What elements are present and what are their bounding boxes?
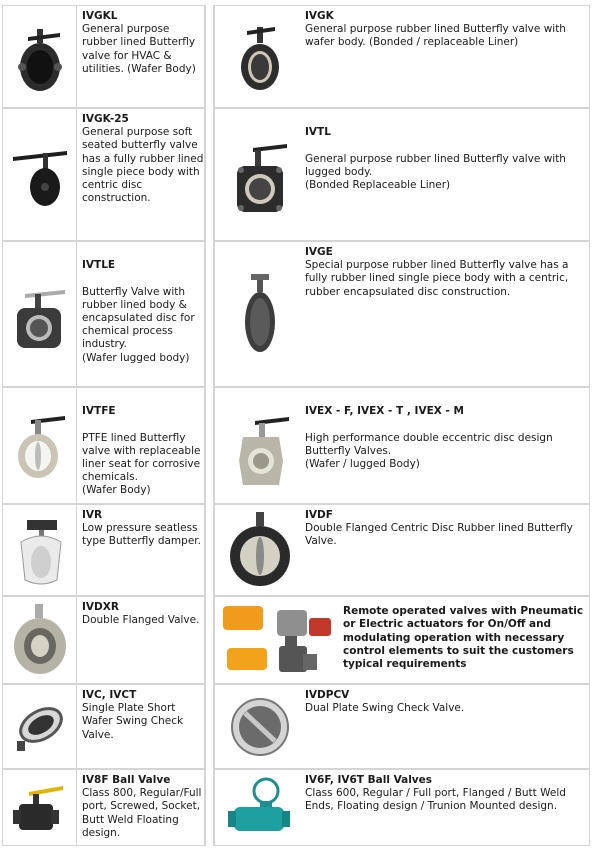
product-text — [82, 113, 206, 205]
product-cell-iv8f — [2, 769, 205, 846]
product-text — [82, 689, 206, 742]
product-code: IVDXR — [82, 601, 119, 613]
product-row — [0, 504, 592, 596]
product-text — [82, 509, 206, 549]
product-cell-ivc — [2, 684, 205, 769]
product-text — [305, 113, 587, 205]
product-text — [305, 509, 587, 549]
product-description: General purpose soft seated butterfly valve has a fully rubber lined single piece body with centric disc construction. — [82, 126, 204, 205]
lugged-butterfly-valve-icon — [215, 109, 305, 240]
column-separator — [205, 769, 214, 846]
product-cell-actuators — [214, 596, 590, 684]
product-cell-ivgkl — [2, 5, 205, 108]
ball-valve-icon — [3, 770, 77, 845]
product-row — [0, 387, 592, 504]
product-code: IVTL — [305, 126, 331, 139]
product-text — [305, 392, 587, 484]
product-code: IVGKL — [82, 10, 118, 22]
column-separator — [205, 684, 214, 769]
product-text — [82, 774, 206, 840]
dual-plate-check-valve-icon — [215, 685, 305, 768]
product-code: IVEX - F, IVEX - T , IVEX - M — [305, 405, 464, 418]
product-code: IVGK — [305, 10, 334, 22]
product-cell-ivgk — [214, 5, 590, 108]
butterfly-damper-icon — [3, 505, 77, 595]
product-cell-ivge — [214, 241, 590, 387]
product-description: General purpose rubber lined Butterfly valve with wafer body. (Bonded / replaceable Liner) — [305, 23, 566, 49]
product-code: IVDPCV — [305, 689, 350, 701]
product-code: IVGK-25 — [82, 113, 129, 125]
gear-operated-ball-valve-icon — [215, 770, 305, 845]
product-row — [0, 769, 592, 846]
soft-seated-butterfly-valve-icon — [3, 109, 77, 240]
product-text — [305, 246, 587, 299]
product-description: Butterfly Valve with rubber lined body & encapsulated disc for chemical process industry. (Wafer lugged body) — [82, 285, 195, 364]
product-code: IVGE — [305, 246, 333, 258]
column-separator — [205, 5, 214, 108]
product-code: IVTLE — [82, 259, 116, 272]
product-cell-ivgk-25 — [2, 108, 205, 241]
encapsulated-disc-valve-icon — [215, 242, 305, 386]
product-cell-ivdf — [214, 504, 590, 596]
product-code: IVTFE — [82, 405, 116, 418]
product-description: General purpose rubber lined Butterfly valve for HVAC & utilities. (Wafer Body) — [82, 23, 196, 75]
product-description: Class 800, Regular/Full port, Screwed, Socket, Butt Weld Floating design. — [82, 787, 202, 839]
product-description: Single Plate Short Wafer Swing Check Valve. — [82, 702, 184, 741]
double-flanged-valve-icon — [215, 505, 305, 595]
column-separator — [205, 504, 214, 596]
product-code: IVDF — [305, 509, 333, 521]
product-row — [0, 5, 592, 108]
wafer-butterfly-valve-icon — [215, 6, 305, 107]
product-cell-iv6f — [214, 769, 590, 846]
product-text — [305, 774, 587, 814]
product-description: Double Flanged Centric Disc Rubber lined Butterfly Valve. — [305, 522, 573, 548]
column-separator — [205, 241, 214, 387]
product-code: IV8F Ball Valve — [82, 774, 171, 786]
product-cell-ivtle — [2, 241, 205, 387]
product-cell-ivr — [2, 504, 205, 596]
product-row — [0, 596, 592, 684]
eccentric-butterfly-valve-icon — [215, 388, 305, 503]
product-description: Low pressure seatless type Butterfly damper. — [82, 522, 201, 548]
product-code: IV6F, IV6T Ball Valves — [305, 774, 433, 786]
double-flanged-valve-icon — [3, 597, 77, 683]
product-cell-ivex — [214, 387, 590, 504]
product-description: Dual Plate Swing Check Valve. — [305, 702, 465, 715]
product-text — [82, 392, 206, 511]
product-description: PTFE lined Butterfly valve with replaceable liner seat for corrosive chemicals. (Wafer Body) — [82, 431, 201, 497]
product-code: IVR — [82, 509, 103, 521]
product-cell-ivdxr — [2, 596, 205, 684]
lugged-butterfly-valve-icon — [3, 242, 77, 386]
product-description: Special purpose rubber lined Butterfly valve has a fully rubber lined single piece body with a centric, rubber encapsulated disc construction. — [305, 259, 569, 298]
column-separator — [205, 387, 214, 504]
product-text — [82, 10, 206, 76]
product-description: General purpose rubber lined Butterfly valve with lugged body. (Bonded Replaceable Liner) — [305, 152, 566, 192]
actuator-valve-icon — [215, 597, 343, 683]
swing-check-valve-icon — [3, 685, 77, 768]
product-description: High performance double eccentric disc design Butterfly Valves. (Wafer / lugged Body) — [305, 431, 553, 471]
product-text — [82, 601, 206, 627]
product-text — [305, 10, 587, 50]
product-cell-ivdpcv — [214, 684, 590, 769]
product-cell-ivtfe — [2, 387, 205, 504]
product-text — [343, 605, 591, 671]
product-description: Double Flanged Valve. — [82, 614, 200, 627]
product-row — [0, 108, 592, 241]
product-row — [0, 684, 592, 769]
product-cell-ivtl — [214, 108, 590, 241]
column-separator — [205, 108, 214, 241]
product-row — [0, 241, 592, 387]
product-description: Remote operated valves with Pneumatic or Electric actuators for On/Off and modulating operation with necessary control elements to suit the customers typical requirements — [343, 605, 584, 671]
wafer-butterfly-valve-icon — [3, 6, 77, 107]
product-text — [82, 246, 206, 378]
product-code: IVC, IVCT — [82, 689, 137, 701]
column-separator — [205, 596, 214, 684]
ptfe-butterfly-valve-icon — [3, 388, 77, 503]
product-text — [305, 689, 587, 715]
product-description: Class 600, Regular / Full port, Flanged / Butt Weld Ends, Floating design / Trunion Mounted design. — [305, 787, 566, 813]
